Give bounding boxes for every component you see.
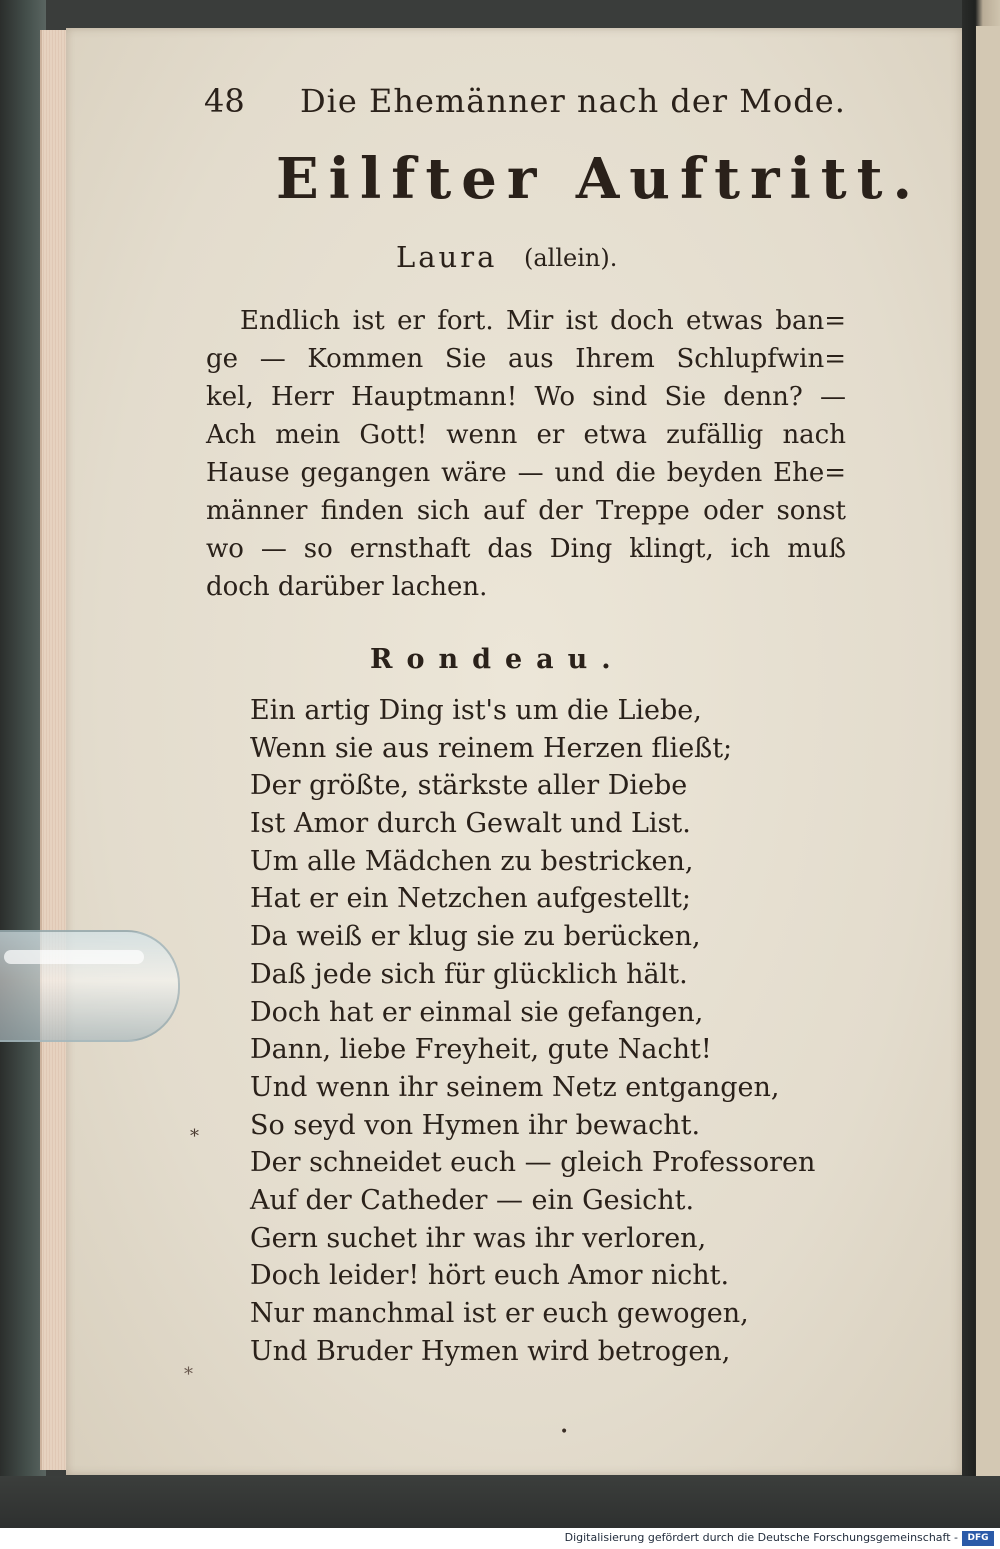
glass-highlight <box>4 950 144 964</box>
page-dot: • <box>560 1424 569 1440</box>
verse-line: Auf der Catheder — ein Gesicht. <box>250 1184 695 1216</box>
verse-line: Ist Amor durch Gewalt und List. <box>250 808 691 840</box>
verse-line: Und wenn ihr seinem Netz entgangen, <box>250 1071 780 1103</box>
running-head: Die Ehemänner nach der Mode. <box>300 82 846 120</box>
verse-line: Wenn sie aus reinem Herzen fließt; <box>250 732 733 764</box>
prose-line: doch darüber lachen. <box>206 572 488 602</box>
scene-title: Eilfter Auftritt. <box>276 146 922 212</box>
verse-line: Da weiß er klug sie zu berücken, <box>250 921 701 953</box>
page-number: 48 <box>204 82 245 120</box>
verse-line: Hat er ein Netzchen aufgestellt; <box>250 883 691 915</box>
verse-line: Daß jede sich für glücklich hält. <box>250 958 688 990</box>
prose-line: Ach mein Gott! wenn er etwa zufällig nach <box>206 420 846 450</box>
verse-line: Doch hat er einmal sie gefangen, <box>250 996 704 1028</box>
funding-credit: Digitalisierung gefördert durch die Deutsche Forschungsgemeinschaft - <box>564 1531 958 1544</box>
verse-line: Ein artig Ding ist's um die Liebe, <box>250 695 702 726</box>
dfg-logo-icon: DFG <box>962 1531 994 1546</box>
verse-line: Der größte, stärkste aller Diebe <box>250 770 688 802</box>
verse-line: Um alle Mädchen zu bestricken, <box>250 845 694 877</box>
song-title: Rondeau. <box>370 644 625 675</box>
verse-line: Gern suchet ihr was ihr verloren, <box>250 1222 707 1254</box>
prose-line: kel, Herr Hauptmann! Wo sind Sie denn? — <box>206 382 846 412</box>
margin-mark: * <box>190 1126 199 1147</box>
stage-direction: (allein). <box>524 244 618 272</box>
verse-block <box>250 692 815 1370</box>
prose-paragraph <box>206 302 846 606</box>
bottom-shadow <box>0 1476 1000 1528</box>
facing-page-edge <box>976 26 1000 1476</box>
prose-line: ge — Kommen Sie aus Ihrem Schlupfwin= <box>206 344 846 374</box>
prose-line: Hause gegangen wäre — und die beyden Ehe= <box>206 458 846 488</box>
verse-line: Der schneidet euch — gleich Professoren <box>250 1147 816 1179</box>
prose-line: männer finden sich auf der Treppe oder sonst <box>206 496 846 526</box>
speaker-name: Laura <box>396 240 498 274</box>
verse-line: Dann, liebe Freyheit, gute Nacht! <box>250 1034 712 1066</box>
prose-line: wo — so ernsthaft das Ding klingt, ich muß <box>206 534 846 564</box>
verse-line: So seyd von Hymen ihr bewacht. <box>250 1109 701 1141</box>
verse-line: Nur manchmal ist er euch gewogen, <box>250 1298 749 1329</box>
margin-mark: * <box>184 1364 193 1385</box>
verse-line: Und Bruder Hymen wird betrogen, <box>250 1335 731 1367</box>
verse-line: Doch leider! hört euch Amor nicht. <box>250 1260 730 1292</box>
digitization-footer <box>0 1528 1000 1549</box>
prose-line: Endlich ist er fort. Mir ist doch etwas ban= <box>240 306 846 336</box>
glass-page-weight <box>0 930 180 1042</box>
